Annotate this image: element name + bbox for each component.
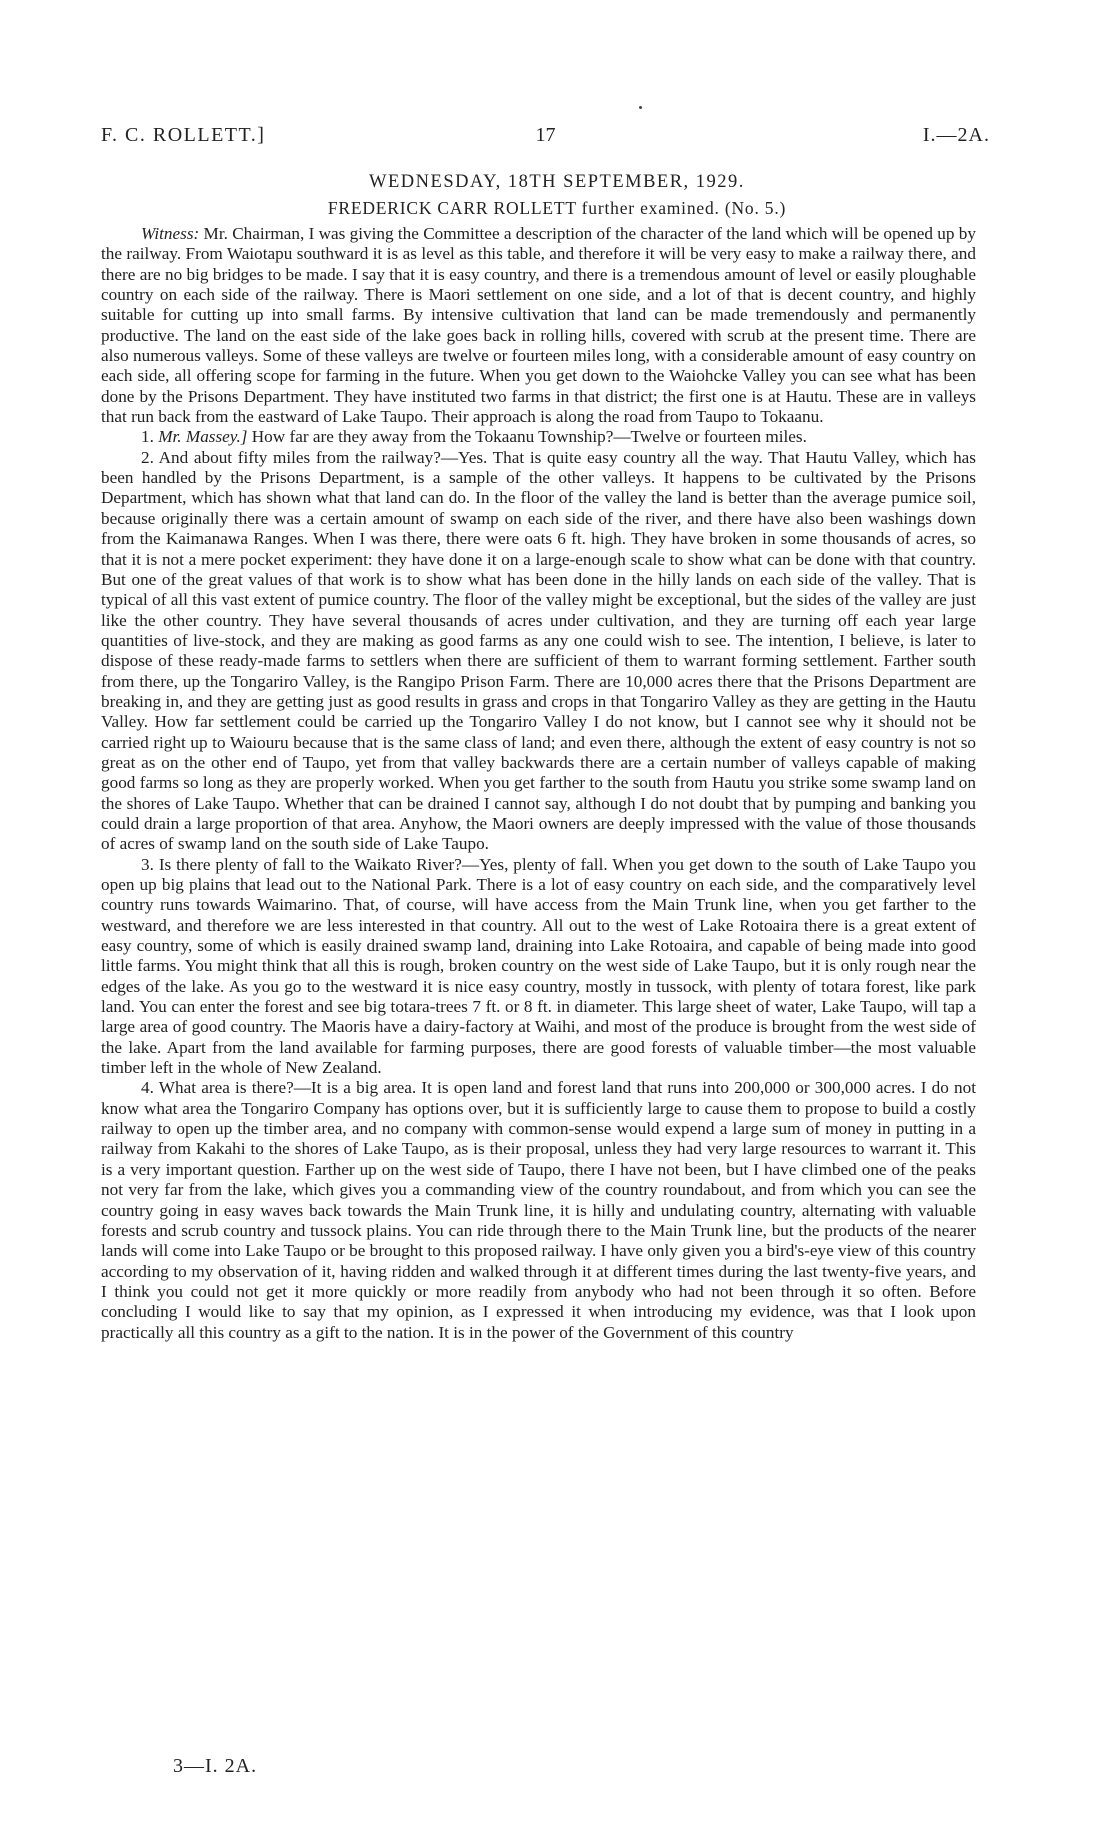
question-number: 1. (141, 427, 154, 447)
page-number: 17 (535, 124, 556, 146)
signature-mark: 3—I. 2A. (173, 1755, 258, 1777)
speaker-label: Mr. Massey.] (158, 427, 248, 447)
paragraph-question-1 (101, 427, 976, 447)
paragraph-question-3: 3. Is there plenty of fall to the Waikato River?—Yes, plenty of fall. When you get down to the south of Lake Taupo you open up big plains that lead out to the National Park. There is a lot of easy country on each side, and the comparatively level country runs towards Waimarino. That, of course, will have access from the Main Trunk line, when you get farther to the westward, and therefore we are less interested in that country. All out to the west of Lake Rotoaira there is a great extent of easy country, some of which is easily drained swamp land, draining into Lake Rotoaira, and capable of being made into good little farms. You might think that all this is rough, broken country on the west side of Lake Taupo, but it is only rough near the edges of the lake. As you go to the westward it is nice easy country, mostly in tussock, with plenty of totara forest, like park land. You can enter the forest and see big totara-trees 7 ft. or 8 ft. in diameter. This large sheet of water, Lake Taupo, will tap a large area of good country. The Maoris have a dairy-factory at Waihi, and most of the produce is brought from the west side of the lake. Apart from the land available for farming purposes, there are good forests of valuable timber—the most valuable timber left in the whole of New Zealand. (101, 854, 976, 1078)
testimony-body (101, 224, 976, 1343)
paragraph-question-2: 2. And about fifty miles from the railway?—Yes. That is quite easy country all the way. That Hautu Valley, which has been handled by the Prisons Department, is a sample of the other valleys. It happens to be cultivated by the Prisons Department, which has shown what that land can do. In the floor of the valley the land is better than the average pumice soil, because originally there was a certain amount of swamp on each side of the river, and there have also been washings down from the Kaimanawa Ranges. When I was there, there were oats 6 ft. high. They have broken in some thousands of acres, so that it is not a mere pocket experiment: they have done it on a large-enough scale to show what can be done with that country. But one of the great values of that work is to show what has been done in the hilly lands on each side of the valley. That is typical of all this vast extent of pumice country. The floor of the valley might be exceptional, but the sides of the valley are just like the other country. They have several thousands of acres under cultivation, and they are turning off each year large quantities of live-stock, and they are making as good farms as any one could wish to see. The intention, I believe, is later to dispose of these ready-made farms to settlers when there are sufficient of them to warrant forming settlement. Farther south from there, up the Tongariro Valley, is the Rangipo Prison Farm. There are 10,000 acres there that the Prisons Department are breaking in, and they are getting just as good results in grass and crops in that Tongariro Valley as they are getting in the Hautu Valley. How far settlement could be carried up the Tongariro Valley I do not know, but I cannot see why it should not be carried right up to Waiouru because that is the same class of land; and even there, although the extent of easy country is not so great as on the other end of Taupo, yet from that valley backwards there are a certain number of valleys capable of making good farms so long as they are properly worked. When you get farther to the south from Hautu you strike some swamp land on the shores of Lake Taupo. Whether that can be drained I cannot say, although I do not doubt that by pumping and banking you could drain a large proportion of that area. Anyhow, the Maori owners are deeply impressed with the value of those thousands of acres of swamp land on the south side of Lake Taupo. (101, 447, 976, 854)
page-header (101, 124, 990, 154)
paragraph-text: How far are they away from the Tokaanu Township?—Twelve or fourteen miles. (247, 427, 807, 447)
speaker-label: Witness: (141, 224, 200, 243)
speck-mark (639, 106, 642, 109)
paragraph-text: Mr. Chairman, I was giving the Committee a description of the character of the land which will be opened up by the railway. From Waiotapu southward it is as level as this table, and therefore it will be very easy to make a railway there, and there are no big bridges to be made. I say that it is easy country, and there is a tremendous amount of level or easily ploughable country on each side of the railway. There is Maori settlement on one side, and a lot of that is decent country, and highly suitable for cutting up into small farms. By intensive cultivation that land can be made tremendously and permanently productive. The land on the east side of the lake goes back in rolling hills, covered with scrub at the present time. There are also numerous valleys. Some of these valleys are twelve or fourteen miles long, with a considerable amount of easy country on each side, all offering scope for farming in the future. When you get down to the Waiohcke Valley you can see what has been done by the Prisons Department. They have instituted two farms in that district; the first one is at Hautu. These are in valleys that run back from the eastward of Lake Taupo. Their approach is along the road from Taupo to Tokaanu. (101, 224, 976, 427)
witness-subtitle: FREDERICK CARR ROLLETT further examined. (No. 5.) (327, 198, 787, 218)
session-date: WEDNESDAY, 18TH SEPTEMBER, 1929. (369, 172, 745, 192)
document-reference: I.—2A. (922, 124, 990, 146)
header-witness-name: F. C. ROLLETT.] (101, 124, 266, 146)
paragraph-question-4: 4. What area is there?—It is a big area. It is open land and forest land that runs into 200,000 or 300,000 acres. I do not know what area the Tongariro Company has options over, but it is sufficiently large to cause them to propose to build a costly railway to open up the timber area, and no company with common-sense would expend a large sum of money in putting in a railway from Kakahi to the shores of Lake Taupo, as is their proposal, unless they had very large resources to warrant it. This is a very important question. Farther up on the west side of Taupo, there I have not been, but I have climbed one of the peaks not very far from the lake, which gives you a commanding view of the country roundabout, and from which you can see the country going in easy waves back towards the Main Trunk line, it is hilly and undulating country, alternating with valuable forests and scrub country and tussock plains. You can ride through there to the Main Trunk line, but the products of the nearer lands will come into Lake Taupo or be brought to this proposed railway. I have only given you a bird's-eye view of this country according to my observation of it, having ridden and walked through it at different times during the last twenty-five years, and I think you could not get it more quickly or more readily from anybody who had not been through it so often. Before concluding I would like to say that my opinion, as I expressed it when introducing my evidence, was that I look upon practically all this country as a gift to the nation. It is in the power of the Government of this country (101, 1078, 976, 1342)
paragraph-witness-intro (101, 224, 976, 427)
